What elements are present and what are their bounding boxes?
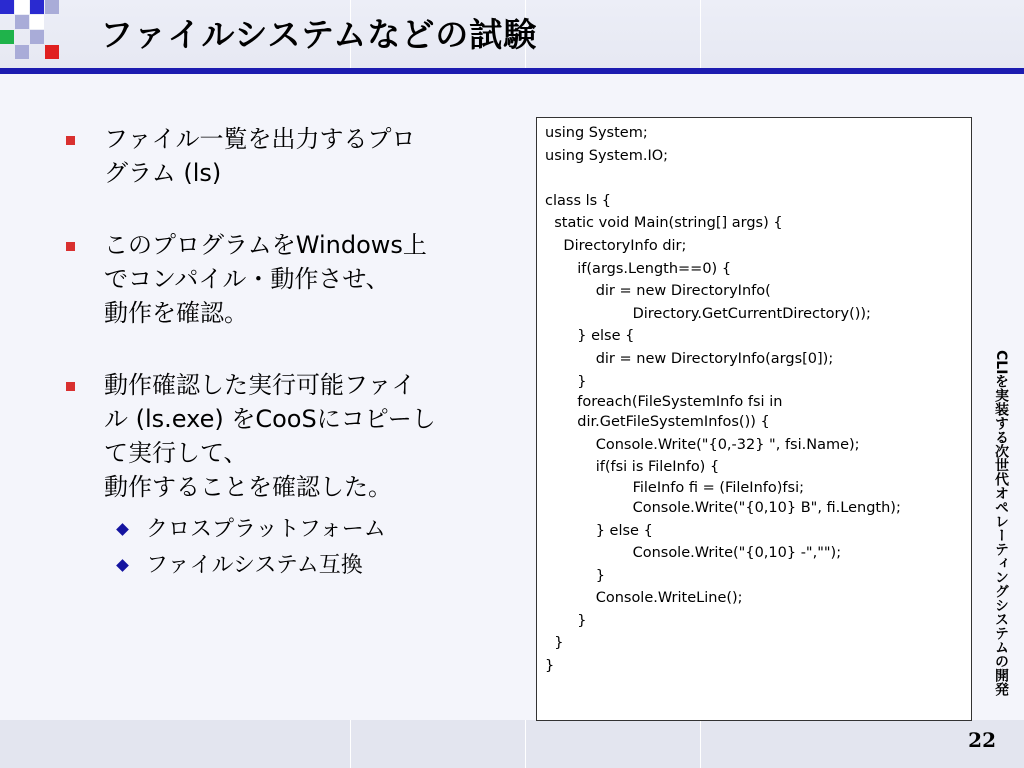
bullet-item [60,122,490,190]
code-line: using System; [545,125,648,141]
code-line [545,167,963,190]
code-line: if(args.Length==0) { [545,260,732,277]
code-line: } [545,635,564,652]
page-number: 22 [968,728,996,752]
code-listing [536,117,972,721]
square-bullet-icon [66,382,75,391]
sub-bullet-text: クロスプラットフォーム [146,517,386,542]
corner-squares-logo [0,0,64,64]
code-line: Console.Write("{0,10} -",""); [545,545,842,562]
title-rule [0,68,1024,74]
code-line: } [545,658,555,675]
code-line: dir = new DirectoryInfo(args[0]); [545,350,834,367]
grid-line [700,720,701,768]
sub-bullet-text: ファイルシステム互換 [146,553,363,578]
grid-line [525,720,526,768]
code-line: } [545,612,587,629]
bullet-text: 動作確認した実行可能ファイ ル (ls.exe) をCooSにコピーし て実行して、 動作することを確認した。 [104,371,436,501]
code-line: foreach(FileSystemInfo fsi in [545,394,783,411]
footer-band [0,720,1024,768]
code-line: } [545,373,587,390]
side-caption: CLIを実装する次世代オペレーティングシステムの開発 [993,350,1009,697]
sub-bullet-list [60,512,490,584]
code-line: static void Main(string[] args) { [545,215,783,232]
diamond-bullet-icon [116,559,129,572]
code-line: FileInfo fi = (FileInfo)fsi; [545,479,804,496]
code-line: dir.GetFileSystemInfos()) { [545,414,770,431]
code-line: dir = new DirectoryInfo( [545,283,771,300]
square-bullet-icon [66,136,75,145]
bullet-text: ファイル一覧を出力するプロ グラム (ls) [104,125,416,187]
code-line: } else { [545,328,635,345]
code-line: Directory.GetCurrentDirectory()); [545,305,871,322]
bullet-item [60,368,490,504]
square-bullet-icon [66,242,75,251]
code-line: DirectoryInfo dir; [545,237,687,254]
code-line: Console.Write("{0,-32} ", fsi.Name); [545,436,860,453]
code-line: if(fsi is FileInfo) { [545,459,720,476]
slide-title: ファイルシステムなどの試験 [100,15,538,54]
code-line: using System.IO; [545,147,669,164]
code-line: class ls { [545,192,612,209]
grid-line [350,720,351,768]
bullet-text: このプログラムをWindows上 でコンパイル・動作させ、 動作を確認。 [104,231,427,327]
sub-bullet-item [146,548,490,584]
code-line: } [545,567,605,584]
code-line: } else { [545,522,653,539]
code-line: Console.Write("{0,10} B", fi.Length); [545,499,901,516]
bullet-item [60,228,490,330]
bullet-list [60,122,490,622]
grid-line [700,0,701,68]
diamond-bullet-icon [116,523,129,536]
code-line: Console.WriteLine(); [545,590,743,607]
sub-bullet-item [146,512,490,548]
